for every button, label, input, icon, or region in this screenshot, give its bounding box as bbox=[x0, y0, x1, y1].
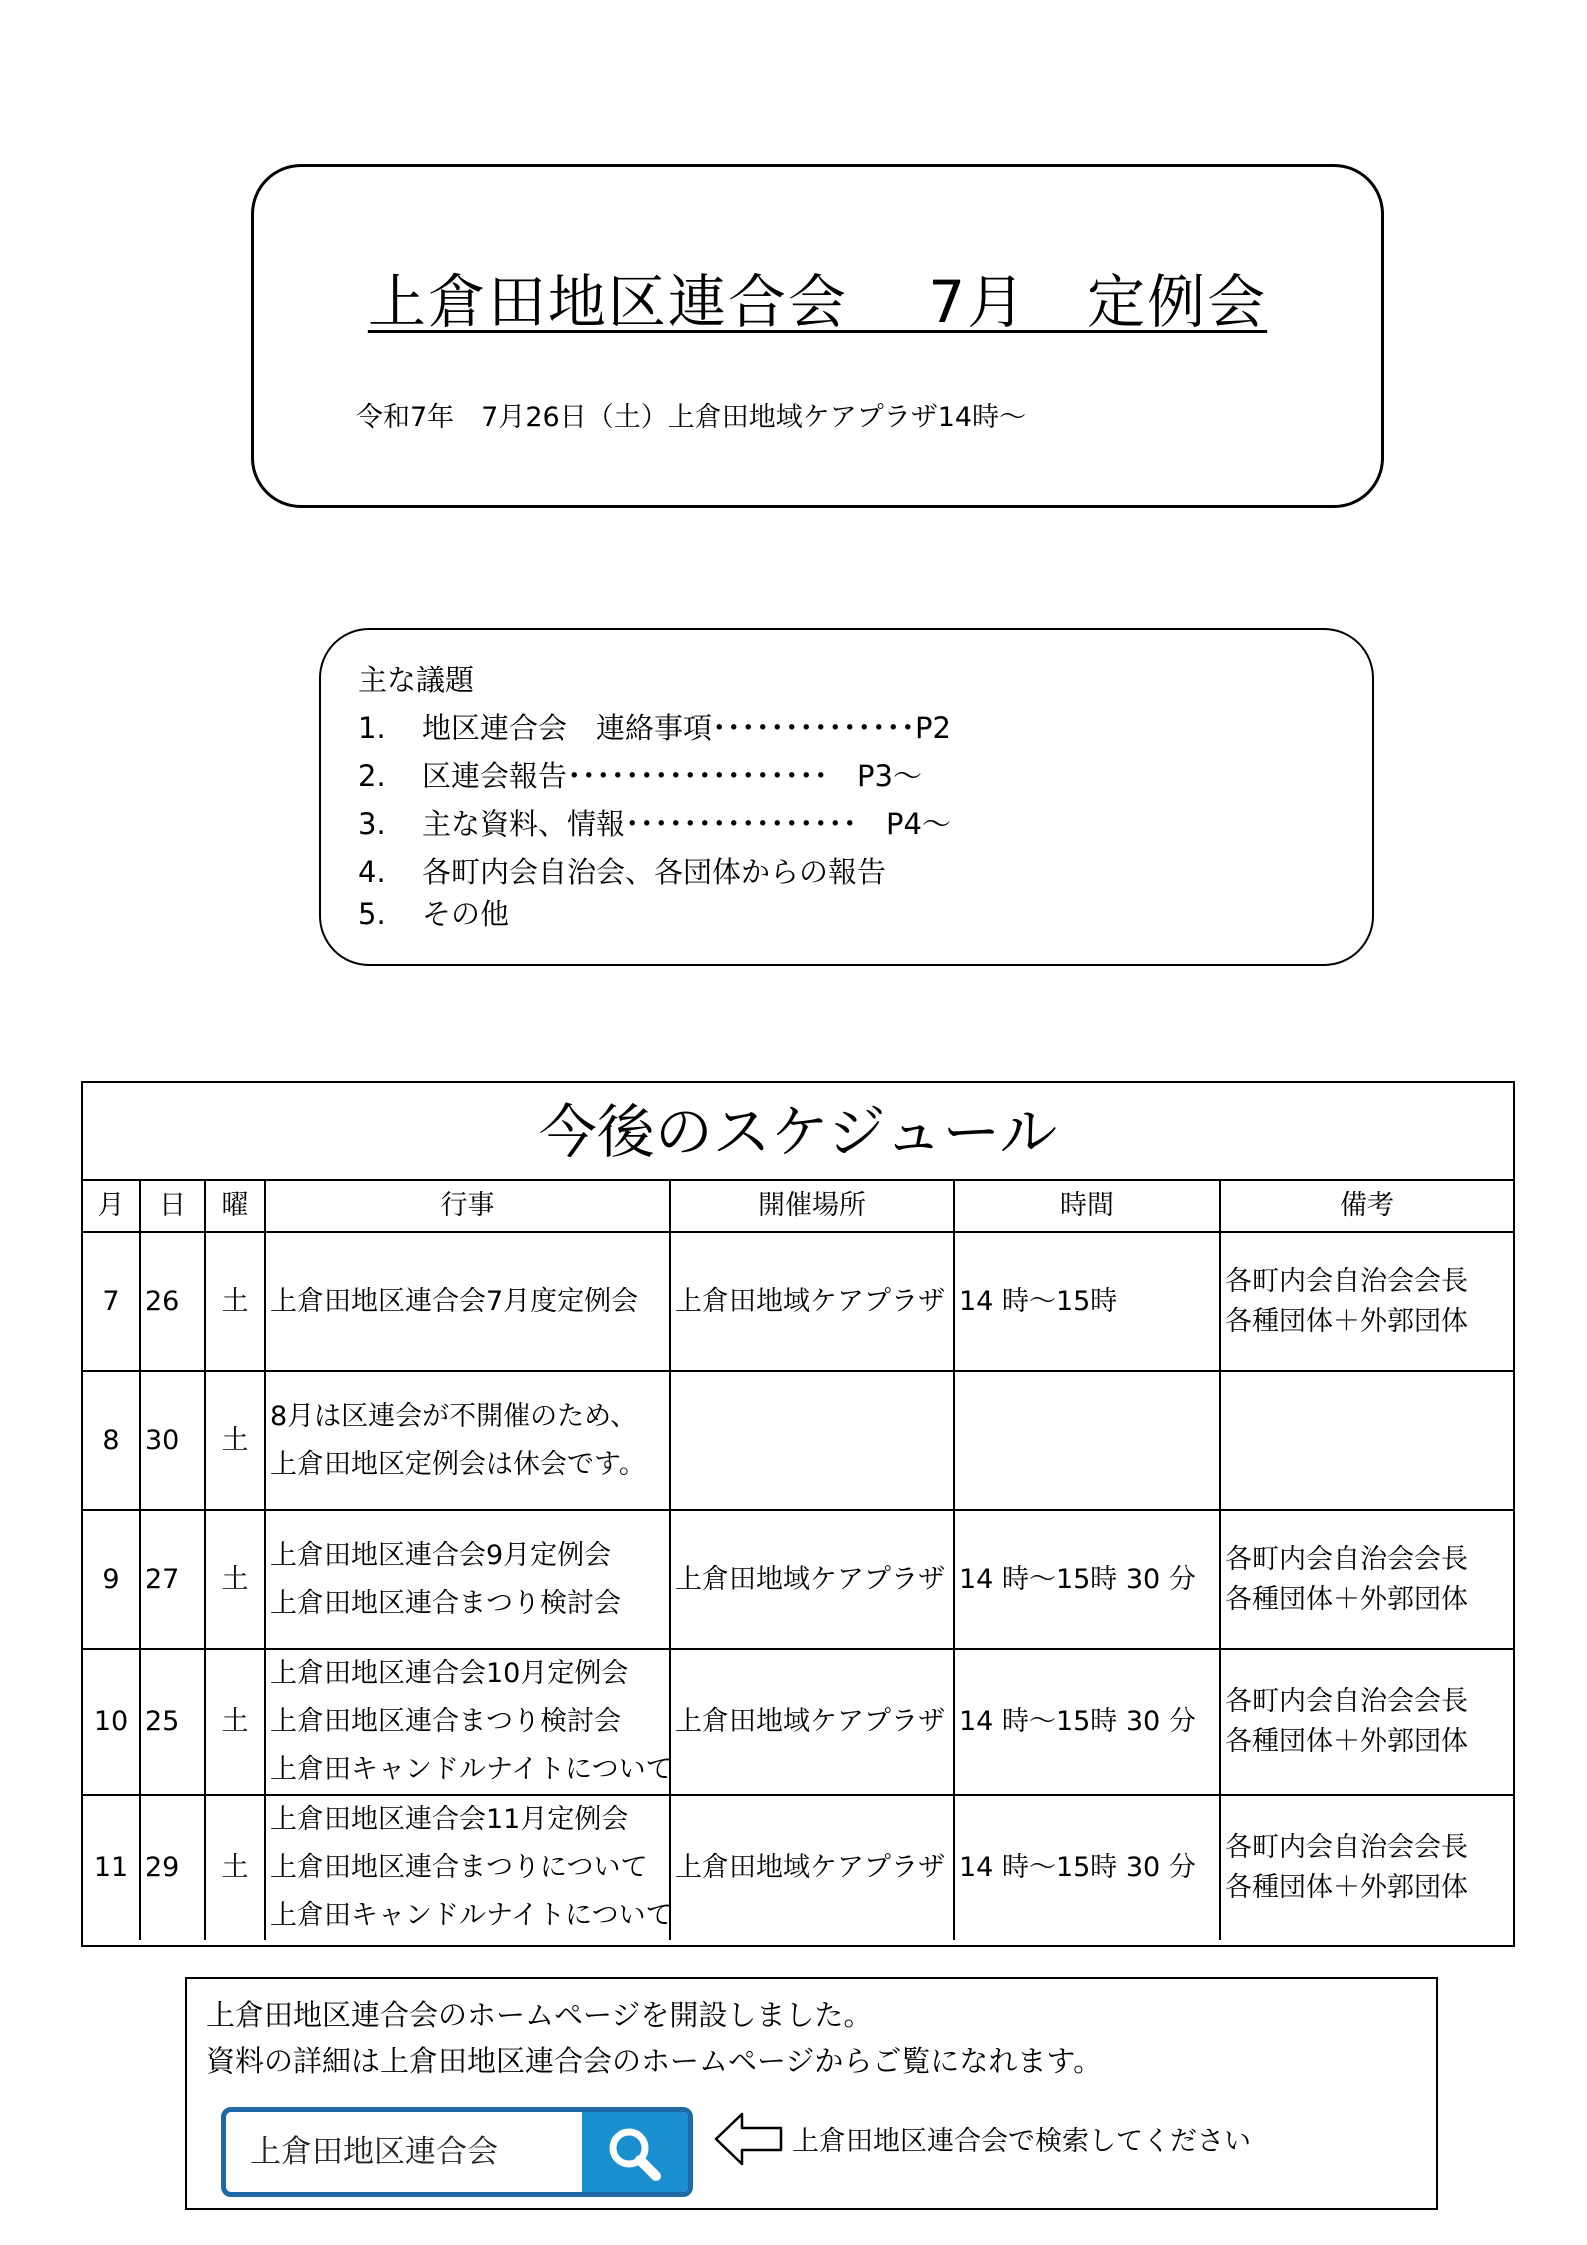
event-line: 上倉田キャンドルナイトについて bbox=[270, 1900, 673, 1931]
day-cell: 29 bbox=[140, 1795, 205, 1940]
day-cell: 26 bbox=[140, 1232, 205, 1371]
weekday-cell: 土 bbox=[205, 1795, 265, 1940]
weekday-cell: 土 bbox=[205, 1232, 265, 1371]
left-arrow-icon bbox=[714, 2111, 784, 2167]
month-cell: 9 bbox=[83, 1510, 140, 1649]
table-row bbox=[83, 1510, 1513, 1649]
remarks-cell bbox=[1220, 1510, 1513, 1649]
remarks-line: 各種団体＋外郭団体 bbox=[1225, 1305, 1468, 1337]
agenda-item-number: 1. bbox=[358, 711, 386, 745]
remarks-line: 各種団体＋外郭団体 bbox=[1225, 1726, 1468, 1757]
agenda-item bbox=[358, 892, 509, 933]
agenda-item bbox=[358, 754, 922, 795]
page-title: 上倉田地区連合会 7月 定例会 bbox=[367, 268, 1268, 336]
column-header: 備考 bbox=[1220, 1181, 1513, 1232]
table-header-row bbox=[83, 1181, 1513, 1232]
time-cell: 14 時～15時 30 分 bbox=[954, 1649, 1220, 1795]
schedule-table bbox=[81, 1081, 1515, 1947]
event-line: 上倉田地区連合まつり検討会 bbox=[270, 1587, 621, 1619]
month-cell: 7 bbox=[83, 1232, 140, 1371]
place-cell: 上倉田地域ケアプラザ bbox=[670, 1795, 954, 1940]
day-cell: 27 bbox=[140, 1510, 205, 1649]
event-line: 上倉田地区連合会10月定例会 bbox=[270, 1658, 629, 1689]
event-line: 上倉田キャンドルナイトについて bbox=[270, 1754, 673, 1785]
magnifier-icon bbox=[582, 2112, 688, 2192]
column-header: 月 bbox=[83, 1181, 140, 1232]
agenda-item bbox=[358, 706, 951, 747]
search-text: 上倉田地区連合会 bbox=[250, 2134, 498, 2170]
agenda-item-number: 3. bbox=[358, 807, 386, 841]
column-header: 日 bbox=[140, 1181, 205, 1232]
agenda-item-text: 主な資料、情報････････････････ P4～ bbox=[422, 807, 951, 841]
homepage-notice bbox=[185, 1977, 1438, 2210]
remarks-line: 各種団体＋外郭団体 bbox=[1225, 1583, 1468, 1615]
column-header: 開催場所 bbox=[670, 1181, 954, 1232]
event-line: 上倉田地区定例会は休会です。 bbox=[270, 1448, 646, 1480]
place-cell: 上倉田地域ケアプラザ bbox=[670, 1510, 954, 1649]
event-line: 上倉田地区連合会11月定例会 bbox=[270, 1804, 629, 1835]
remarks-cell bbox=[1220, 1232, 1513, 1371]
agenda-item-text: 区連会報告･･････････････････ P3～ bbox=[422, 759, 922, 793]
remarks-cell bbox=[1220, 1371, 1513, 1510]
event-cell bbox=[265, 1371, 670, 1510]
weekday-cell: 土 bbox=[205, 1649, 265, 1795]
column-header: 曜 bbox=[205, 1181, 265, 1232]
schedule-title: 今後のスケジュール bbox=[83, 1083, 1513, 1181]
search-box-illustration bbox=[221, 2107, 693, 2197]
event-line: 上倉田地区連合まつりについて bbox=[270, 1852, 648, 1883]
month-cell: 11 bbox=[83, 1795, 140, 1940]
event-line: 上倉田地区連合会9月定例会 bbox=[270, 1539, 612, 1571]
table-row bbox=[83, 1232, 1513, 1371]
event-line: 上倉田地区連合会7月度定例会 bbox=[270, 1285, 639, 1317]
event-line: 上倉田地区連合まつり検討会 bbox=[270, 1706, 621, 1737]
remarks-line: 各町内会自治会会長 bbox=[1225, 1686, 1468, 1717]
place-cell: 上倉田地域ケアプラザ bbox=[670, 1649, 954, 1795]
homepage-line: 資料の詳細は上倉田地区連合会のホームページからご覧になれます。 bbox=[206, 2044, 1103, 2078]
agenda-item-number: 2. bbox=[358, 759, 386, 793]
remarks-cell bbox=[1220, 1795, 1513, 1940]
remarks-line: 各町内会自治会会長 bbox=[1225, 1543, 1468, 1575]
search-hint: 上倉田地区連合会で検索してください bbox=[792, 2126, 1251, 2157]
event-cell bbox=[265, 1795, 673, 1940]
place-cell: 上倉田地域ケアプラザ bbox=[670, 1232, 954, 1371]
agenda-item bbox=[358, 850, 886, 891]
place-cell bbox=[670, 1371, 954, 1510]
meeting-date-place: 令和7年 7月26日（土）上倉田地域ケアプラザ14時～ bbox=[356, 402, 1027, 433]
agenda-item-text: 各町内会自治会、各団体からの報告 bbox=[422, 855, 887, 889]
month-cell: 8 bbox=[83, 1371, 140, 1510]
event-cell bbox=[265, 1232, 670, 1371]
weekday-cell: 土 bbox=[205, 1510, 265, 1649]
agenda-item bbox=[358, 802, 951, 843]
agenda-item-number: 4. bbox=[358, 855, 386, 889]
time-cell: 14 時～15時 bbox=[954, 1232, 1220, 1371]
agenda-heading: 主な議題 bbox=[358, 663, 475, 697]
column-header: 時間 bbox=[954, 1181, 1220, 1232]
time-cell: 14 時～15時 30 分 bbox=[954, 1510, 1220, 1649]
time-cell: 14 時～15時 30 分 bbox=[954, 1795, 1220, 1940]
time-cell bbox=[954, 1371, 1220, 1510]
homepage-line: 上倉田地区連合会のホームページを開設しました。 bbox=[206, 1998, 873, 2032]
agenda-box bbox=[319, 628, 1374, 966]
event-line: 8月は区連会が不開催のため、 bbox=[270, 1400, 638, 1432]
table-row bbox=[83, 1649, 1513, 1795]
table-row bbox=[83, 1371, 1513, 1510]
table-row bbox=[83, 1795, 1513, 1940]
remarks-line: 各町内会自治会会長 bbox=[1225, 1265, 1468, 1297]
event-cell bbox=[265, 1510, 670, 1649]
remarks-line: 各町内会自治会会長 bbox=[1225, 1832, 1468, 1863]
month-cell: 10 bbox=[83, 1649, 140, 1795]
event-cell bbox=[265, 1649, 673, 1795]
day-cell: 30 bbox=[140, 1371, 205, 1510]
title-box bbox=[251, 164, 1384, 508]
search-button bbox=[582, 2112, 688, 2192]
weekday-cell: 土 bbox=[205, 1371, 265, 1510]
remarks-cell bbox=[1220, 1649, 1513, 1795]
agenda-item-number: 5. bbox=[358, 897, 386, 931]
column-header: 行事 bbox=[265, 1181, 670, 1232]
agenda-item-text: 地区連合会 連絡事項･･････････････P2 bbox=[422, 711, 951, 745]
day-cell: 25 bbox=[140, 1649, 205, 1795]
agenda-item-text: その他 bbox=[422, 897, 510, 931]
remarks-line: 各種団体＋外郭団体 bbox=[1225, 1872, 1468, 1903]
